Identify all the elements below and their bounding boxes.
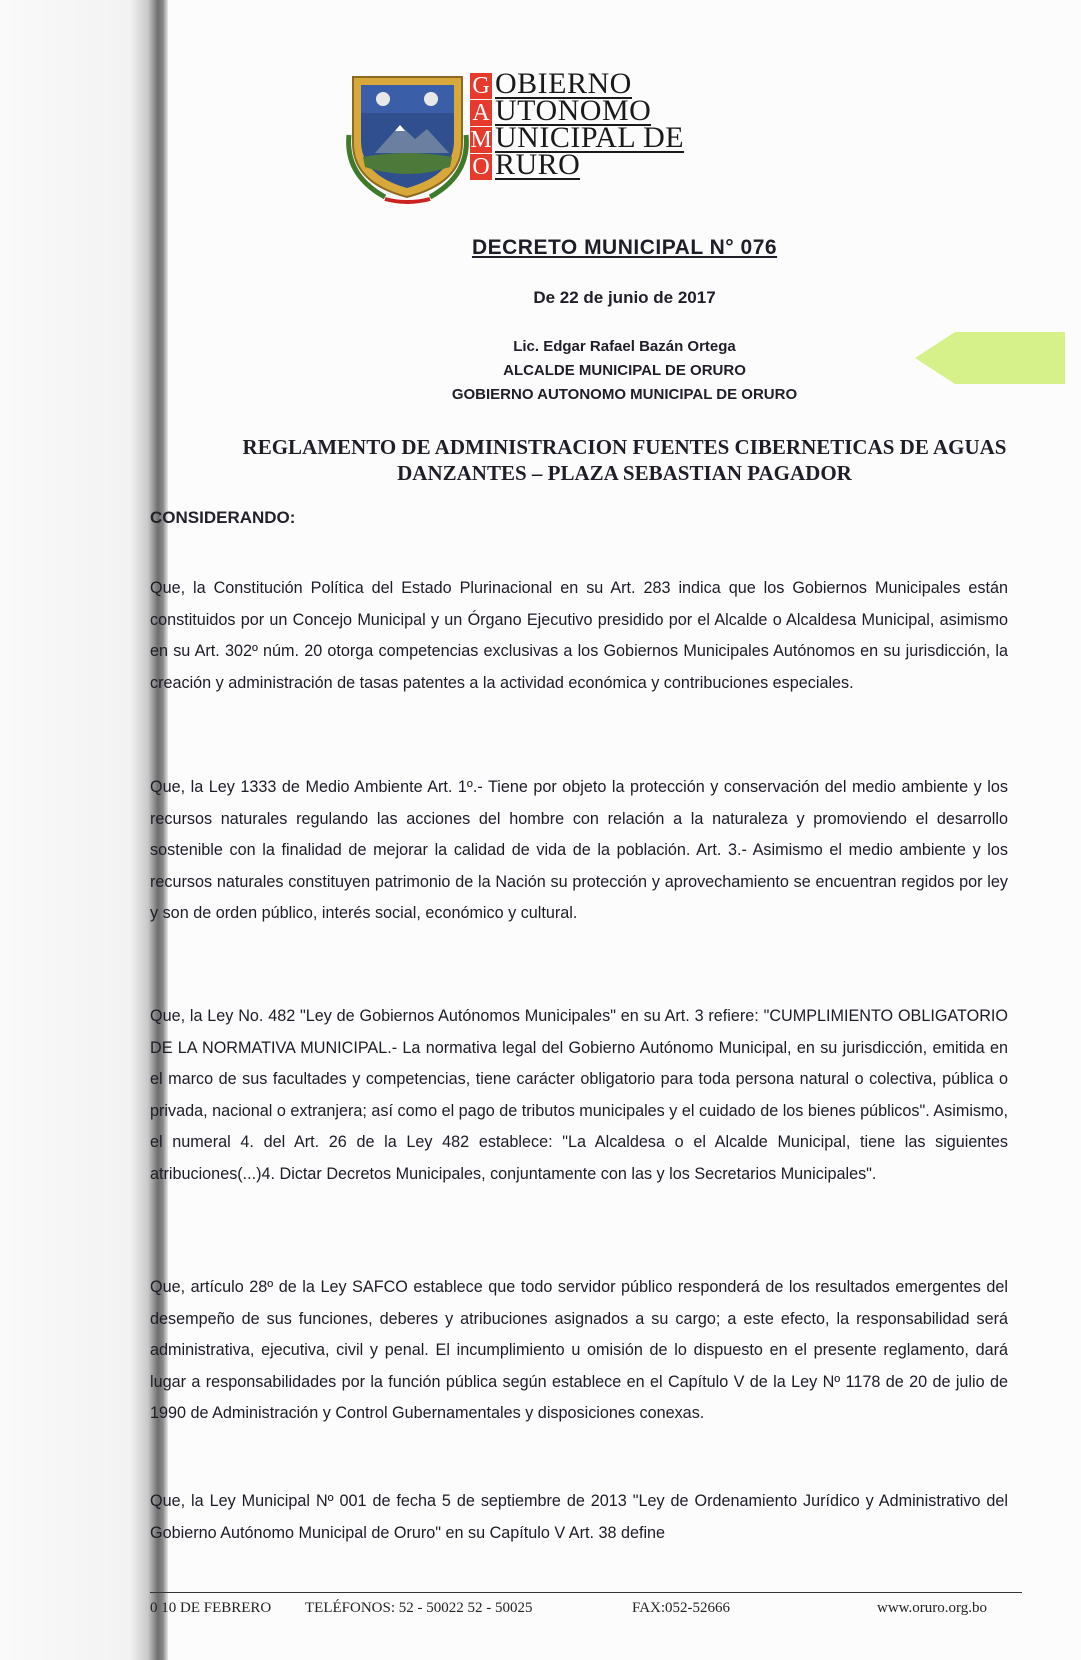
paragraph-ley-municipal-001: Que, la Ley Municipal Nº 001 de fecha 5 de septiembre de 2013 "Ley de Ordenamiento Jurídico y Administrativo del Gobierno Autónomo Municipal de Oruro" en su Capítulo V Art. 38 define (150, 1492, 1008, 1542)
footer-divider (150, 1592, 1022, 1593)
gamo-letter: O (470, 154, 492, 180)
paragraph-constitucion: Que, la Constitución Política del Estado Plurinacional en su Art. 283 indica que los Gobiernos Municipales están constituidos por un Concejo Municipal y un Órgano Ejecutivo presidido por el Alcalde o Alcaldesa Municipal, asimismo en su Art. 302º núm. 20 otorga competencias exclusivas a los Gobiernos Municipales Autónomos en su jurisdicción, la creación y administración de tasas patentes a la actividad económica y contribuciones especiales. (150, 579, 1008, 692)
regulation-title-line2: DANZANTES – PLAZA SEBASTIAN PAGADOR (397, 461, 852, 485)
regulation-title-line1: REGLAMENTO DE ADMINISTRACION FUENTES CIBERNETICAS DE AGUAS (242, 435, 1007, 459)
municipal-logo (345, 65, 740, 205)
footer-fax: FAX:052-52666 (632, 1600, 731, 1616)
paragraph-ley-1333: Que, la Ley 1333 de Medio Ambiente Art. 1º.- Tiene por objeto la protección y conservación del medio ambiente y los recursos naturales regulando las acciones del hombre con relación a la naturaleza y promoviendo el desarrollo sostenible con la finalidad de mejorar la calidad de vida de la población. Art. 3.- Asimismo el medio ambiente y los recursos naturales constituyen patrimonio de la Nación su protección y aprovechamiento se encuentran regidos por ley y son de orden público, interés social, económico y cultural. (150, 778, 1008, 922)
footer-phones: TELÉFONOS: 52 - 50022 52 - 50025 (305, 1600, 533, 1616)
logo-line-oruro: RURO (495, 148, 581, 181)
decree-title: DECRETO MUNICIPAL N° 076 (471, 236, 778, 259)
coat-of-arms-icon (345, 65, 470, 205)
considerando-heading: CONSIDERANDO: (150, 508, 296, 527)
footer-website: www.oruro.org.bo (877, 1600, 987, 1616)
mayor-name: Lic. Edgar Rafael Bazán Ortega (513, 338, 736, 355)
paragraph-ley-482: Que, la Ley No. 482 "Ley de Gobiernos Autónomos Municipales" en su Art. 3 refiere: "CUMPLIMIENTO OBLIGATORIO DE LA NORMATIVA MUNICIPAL.- La normativa legal del Gobierno Autónomo Municipal, en su jurisdicción, emitida en el marco de sus facultades y competencias, tiene carácter obligatorio para toda persona natural o colectiva, pública o privada, nacional o extranjera; así como el pago de tributos municipales y el cuidado de los bienes públicos". Asimismo, el numeral 4. del Art. 26 de la Ley 482 establece: "La Alcaldesa o el Alcalde Municipal, tiene las siguientes atribuciones(...)4. Dictar Decretos Municipales, conjuntamente con las y los Secretarios Municipales". (150, 1007, 1008, 1183)
decree-date: De 22 de junio de 2017 (533, 288, 716, 307)
gamo-letter: G (470, 73, 492, 99)
mayor-government: GOBIERNO AUTONOMO MUNICIPAL DE ORURO (451, 386, 798, 403)
logo-line-autonomo: UTONOMO (495, 94, 652, 127)
footer-address: 0 10 DE FEBRERO (150, 1600, 272, 1616)
gamo-letter: A (470, 100, 492, 126)
logo-line-municipal: UNICIPAL DE (495, 121, 685, 154)
gamo-acronym (470, 73, 492, 181)
mayor-position: ALCALDE MUNICIPAL DE ORURO (503, 362, 746, 379)
gamo-letter: M (470, 127, 492, 153)
scan-binding-edge (0, 0, 168, 1660)
paragraph-ley-safco: Que, artículo 28º de la Ley SAFCO establece que todo servidor público responderá de los resultados emergentes del desempeño de sus funciones, deberes y atribuciones asignados a su cargo; a este efecto, la responsabilidad será administrativa, ejecutiva, civil y penal. El incumplimiento u omisión de lo dispuesto en el presente reglamento, dará lugar a responsabilidades por la función pública según establece en el Capítulo V de la Ley Nº 1178 de 20 de julio de 1990 de Administración y Control Gubernamentales y disposiciones conexas. (150, 1278, 1008, 1422)
logo-line-gobierno: OBIERNO (495, 67, 632, 100)
